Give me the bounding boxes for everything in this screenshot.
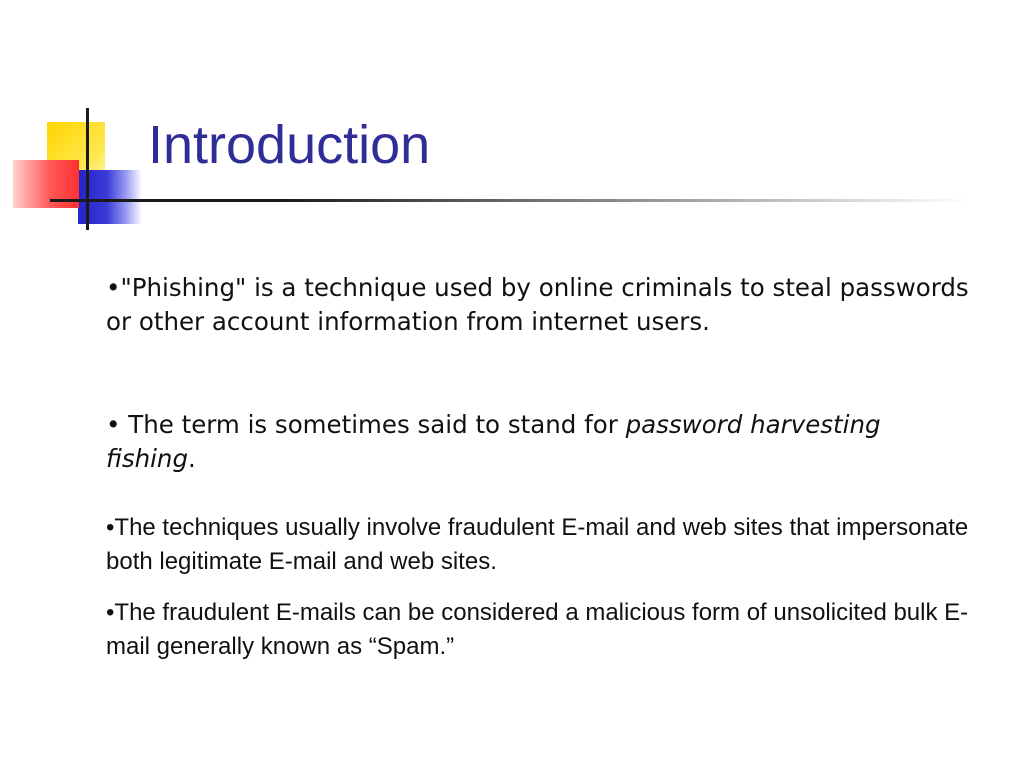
bullet-term-prefix: • The term is sometimes said to stand for xyxy=(106,410,626,439)
slide-title: Introduction xyxy=(148,115,431,175)
bullet-term-emphasis: password harvesting fishing xyxy=(106,410,881,473)
bullet-phishing-definition: •"Phishing" is a technique used by online criminals to steal passwords or other account information from internet users. xyxy=(106,273,969,336)
decorative-vertical-line xyxy=(86,108,89,230)
bullet-spam: •The fraudulent E-mails can be considered a malicious form of unsolicited bulk E-mail generally known as “Spam.” xyxy=(106,599,969,660)
bullet-term-meaning xyxy=(106,408,976,476)
title-underline xyxy=(50,199,970,202)
bullet-term-suffix: . xyxy=(188,444,196,473)
bullet-techniques: •The techniques usually involve fraudulent E-mail and web sites that impersonate both legitimate E-mail and web sites. xyxy=(106,514,969,575)
